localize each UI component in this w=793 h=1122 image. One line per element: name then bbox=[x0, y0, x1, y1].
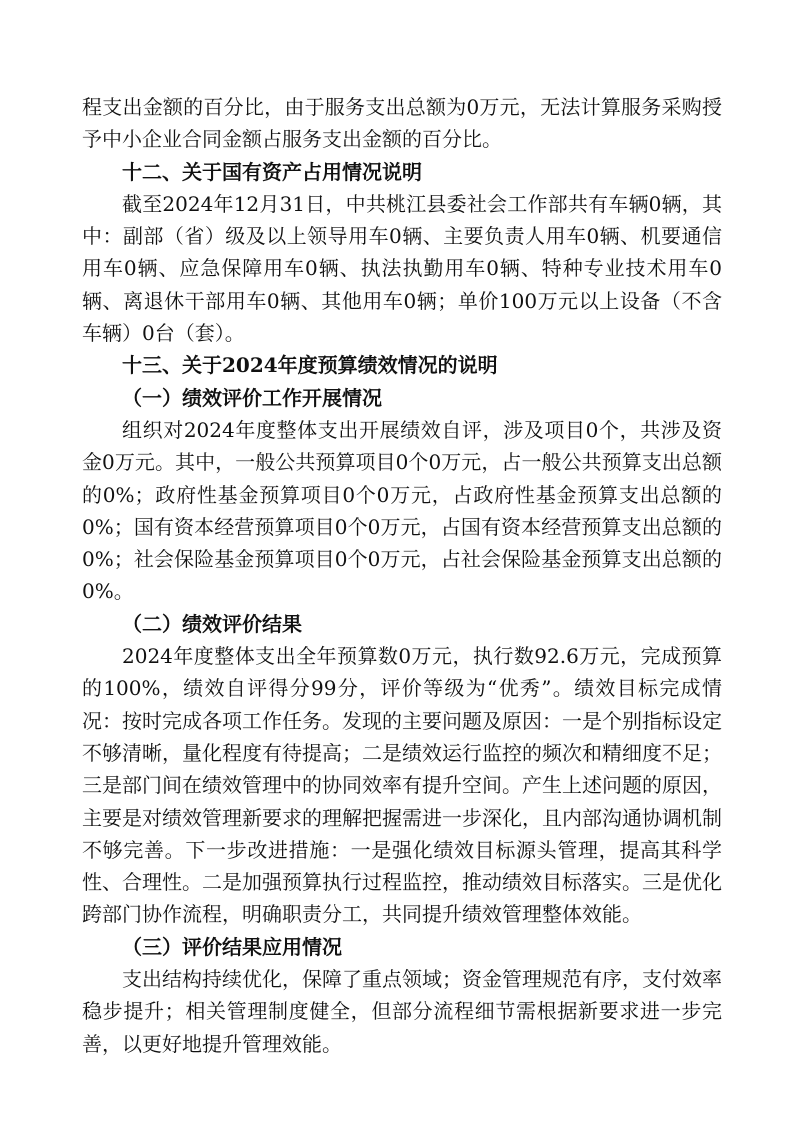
paragraph-evaluation-results: 2024年度整体支出全年预算数0万元，执行数92.6万元，完成预算的100%，绩效自评得分99分，评价等级为“优秀”。绩效目标完成情况：按时完成各项工作任务。发现的主要问题及原因：一是个别指标设定不够清晰，量化程度有待提高；二是绩效运行监控的频次和精细度不足；三是部门间在绩效管理中的协同效率有提升空间。产生上述问题的原因，主要是对绩效管理新要求的理解把握需进一步深化，且内部沟通协调机制不够完善。下一步改进措施：一是强化绩效目标源头管理，提高其科学性、合理性。二是加强预算执行过程监控，推动绩效目标落实。三是优化跨部门协作流程，明确职责分工，共同提升绩效管理整体效能。 bbox=[82, 644, 722, 927]
paragraph-evaluation-work: 组织对2024年度整体支出开展绩效自评，涉及项目0个，共涉及资金0万元。其中，一般公共预算项目0个0万元，占一般公共预算支出总额的0%；政府性基金预算项目0个0万元，占政府性基金预算支出总额的0%；国有资本经营预算项目0个0万元，占国有资本经营预算支出总额的0%；社会保险基金预算项目0个0万元，占社会保险基金预算支出总额的0%。 bbox=[82, 417, 722, 604]
section-heading-state-assets: 十二、关于国有资产占用情况说明 bbox=[122, 159, 422, 184]
paragraph-results-application: 支出结构持续优化，保障了重点领域；资金管理规范有序，支付效率稳步提升；相关管理制度健全，但部分流程细节需根据新要求进一步完善，以更好地提升管理效能。 bbox=[82, 967, 722, 1056]
subheading-evaluation-results: （二）绩效评价结果 bbox=[122, 611, 302, 636]
paragraph-vehicles: 截至2024年12月31日，中共桃江县委社会工作部共有车辆0辆，其中：副部（省）级及以上领导用车0辆、主要负责人用车0辆、机要通信用车0辆、应急保障用车0辆、执法执勤用车0辆、特种专业技术用车0辆、离退休干部用车0辆、其他用车0辆；单价100万元以上设备（不含车辆）0台（套）。 bbox=[82, 191, 722, 346]
document-page bbox=[82, 91, 722, 1060]
subheading-evaluation-work: （一）绩效评价工作开展情况 bbox=[122, 385, 382, 410]
subheading-results-application: （三）评价结果应用情况 bbox=[122, 934, 342, 959]
section-heading-performance: 十三、关于2024年度预算绩效情况的说明 bbox=[122, 353, 498, 378]
paragraph-continuation: 程支出金额的百分比，由于服务支出总额为0万元，无法计算服务采购授予中小企业合同金额占服务支出金额的百分比。 bbox=[82, 95, 722, 152]
